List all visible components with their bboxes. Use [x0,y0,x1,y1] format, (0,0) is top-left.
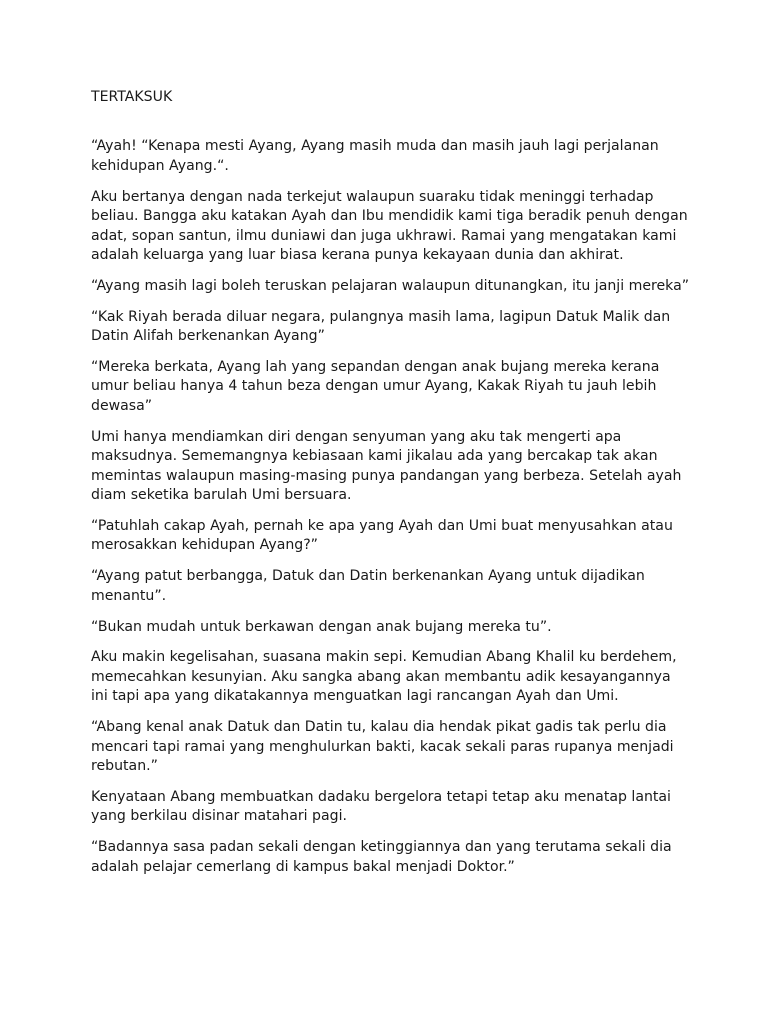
document-page [91,88,691,889]
paragraph-6: Umi hanya mendiamkan diri dengan senyuman yang aku tak mengerti apa maksudnya. Sememangnya kebiasaan kami jikalau ada yang bercakap tak akan memintas walaupun masing-masing punya pandangan yang berbeza. Setelah ayah diam seketika barulah Umi bersuara. [91,428,682,503]
paragraph-13: “Badannya sasa padan sekali dengan ketinggiannya dan yang terutama sekali dia adalah pelajar cemerlang di kampus bakal menjadi Doktor.” [91,839,672,875]
paragraph-11: “Abang kenal anak Datuk dan Datin tu, kalau dia hendak pikat gadis tak perlu dia mencari tapi ramai yang menghulurkan bakti, kacak sekali paras rupanya menjadi rebutan.” [91,719,674,774]
paragraph-8: “Ayang patut berbangga, Datuk dan Datin berkenankan Ayang untuk dijadikan menantu”. [91,568,645,604]
paragraph-5: “Mereka berkata, Ayang lah yang sepandan dengan anak bujang mereka kerana umur beliau hanya 4 tahun beza dengan umur Ayang, Kakak Riyah tu jauh lebih dewasa” [91,359,660,414]
paragraph-9: “Bukan mudah untuk berkawan dengan anak bujang mereka tu”. [91,618,552,635]
paragraph-7: “Patuhlah cakap Ayah, pernah ke apa yang Ayah dan Umi buat menyusahkan atau merosakkan kehidupan Ayang?” [91,517,673,554]
paragraph-12: Kenyataan Abang membuatkan dadaku bergelora tetapi tetap aku menatap lantai yang berkilau disinar matahari pagi. [91,788,671,825]
paragraph-2: Aku bertanya dengan nada terkejut walaupun suaraku tidak meninggi terhadap beliau. Bangga aku katakan Ayah dan Ibu mendidik kami tiga beradik penuh dengan adat, sopan santun, ilmu duniawi dan juga ukhrawi. Ramai yang mengatakan kami adalah keluarga yang luar biasa kerana punya kekayaan dunia dan akhirat. [91,188,688,263]
paragraph-10: Aku makin kegelisahan, suasana makin sepi. Kemudian Abang Khalil ku berdehem, memecahkan kesunyian. Aku sangka abang akan membantu adik kesayangannya ini tapi apa yang dikatakannya menguatkan lagi rancangan Ayah dan Umi. [91,649,677,705]
document-title: TERTAKSUK [91,89,173,105]
paragraph-3: “Ayang masih lagi boleh teruskan pelajaran walaupun ditunangkan, itu janji mereka” [91,277,690,294]
paragraph-4: “Kak Riyah berada diluar negara, pulangnya masih lama, lagipun Datuk Malik dan Datin Alifah berkenankan Ayang” [91,308,671,345]
paragraph-1: “Ayah! “Kenapa mesti Ayang, Ayang masih muda dan masih jauh lagi perjalanan kehidupan Ayang.“. [91,138,659,174]
